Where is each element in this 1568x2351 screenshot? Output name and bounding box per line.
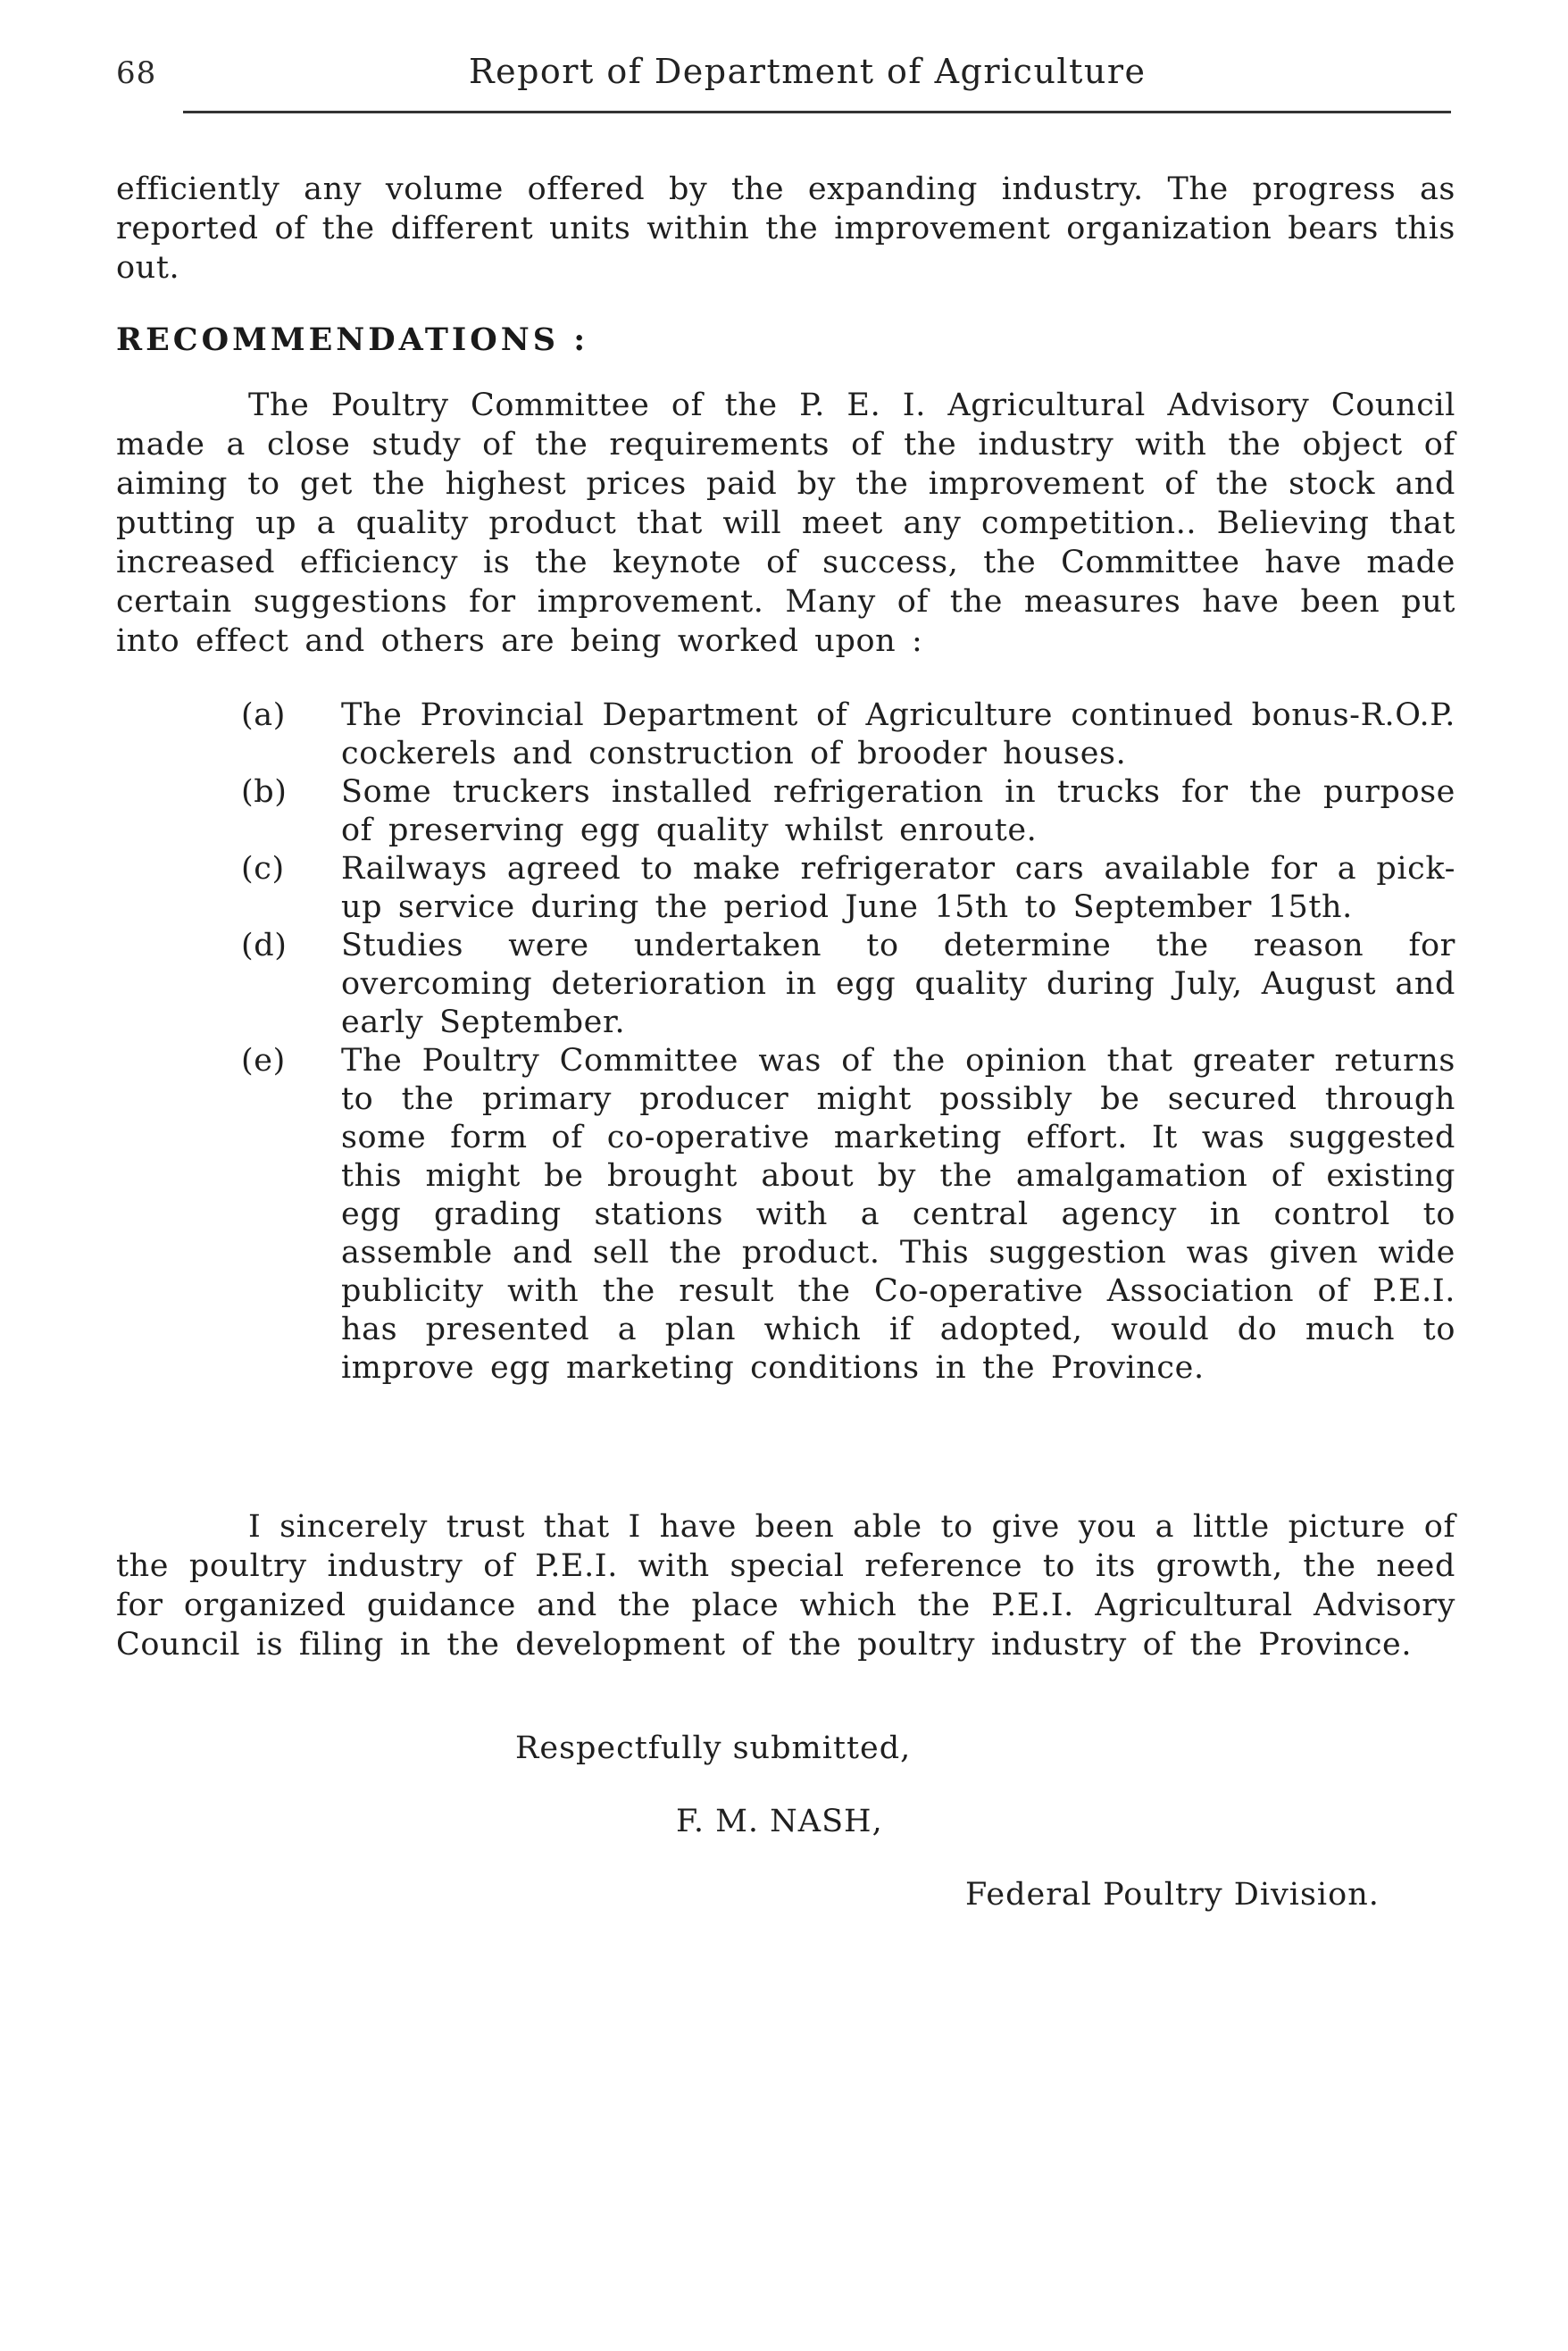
list-item — [116, 850, 1455, 927]
list-item-text: The Poultry Committee was of the opinion that greater returns to the primary producer might possibly be secured through some form of co-operative marketing effort. It was suggested this might be brought about by the amalgamation of existing egg grading stations with a central agency in control to assemble and sell the product. This suggestion was given wide publicity with the result the Co-operative Association of P.E.I. has presented a plan which if adopted, would do much to improve egg marketing conditions in the Province. — [341, 1043, 1455, 1386]
list-item-text: Railways agreed to make refrigerator cars available for a pick-up service during the period June 15th to September 15th. — [341, 851, 1455, 925]
page-header — [116, 52, 1455, 105]
section-heading: RECOMMENDATIONS : — [116, 321, 589, 358]
running-title: Report of Department of Agriculture — [469, 52, 1147, 91]
header-rule — [183, 111, 1451, 113]
page-number: 68 — [116, 55, 157, 91]
closing-paragraph: I sincerely trust that I have been able to give you a little picture of the poultry industry of P.E.I. with special reference to its growth, the need for organized guidance and the place which the P.E.I. Agricultural Advisory Council is filing in the development of the poultry industry of the Province. — [116, 1509, 1455, 1663]
list-item-text: The Provincial Department of Agriculture continued bonus-R.O.P. cockerels and construction of brooder houses. — [341, 697, 1455, 771]
signatory-name: F. M. NASH, — [676, 1804, 883, 1839]
closing-salutation: Respectfully submitted, — [515, 1730, 912, 1766]
recommendations-list — [116, 696, 1455, 1388]
list-item — [116, 927, 1455, 1042]
list-item-marker: (c) — [241, 851, 285, 887]
list-item — [116, 696, 1455, 773]
list-item — [116, 1042, 1455, 1388]
list-item-marker: (a) — [241, 697, 286, 733]
list-item-text: Some truckers installed refrigeration in trucks for the purpose of preserving egg quality whilst enroute. — [341, 774, 1455, 848]
list-item-marker: (b) — [241, 774, 288, 810]
list-item — [116, 773, 1455, 850]
list-item-marker: (e) — [241, 1043, 286, 1079]
recommendations-intro-paragraph: The Poultry Committee of the P. E. I. Agricultural Advisory Council made a close study of the requirements of the industry with the object of aiming to get the highest prices paid by the improvement of the stock and putting up a quality product that will meet any competition.. Believing that increased efficiency is the keynote of success, the Committee have made certain suggestions for improvement. Many of the measures have been put into effect and others are being worked upon : — [116, 388, 1455, 659]
continuation-paragraph: efficiently any volume offered by the expanding industry. The progress as reported of the different units within the improvement organization bears this out. — [116, 171, 1455, 286]
list-item-text: Studies were undertaken to determine the reason for overcoming deterioration in egg quality during July, August and early September. — [341, 928, 1455, 1040]
signatory-title: Federal Poultry Division. — [965, 1877, 1380, 1913]
list-item-marker: (d) — [241, 928, 288, 963]
